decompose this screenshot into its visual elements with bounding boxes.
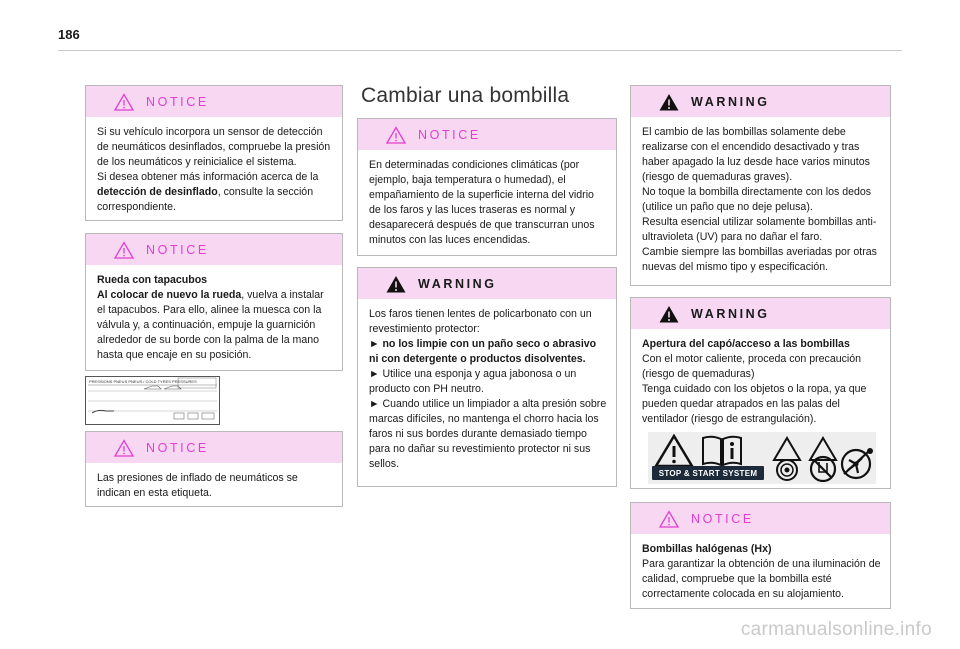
notice-box-halogen	[630, 502, 891, 609]
warning-outline-icon	[114, 93, 134, 111]
page-number: 186	[58, 27, 80, 42]
notice-label: NOTICE	[691, 511, 754, 526]
notice-header	[86, 234, 342, 265]
warning-filled-icon	[659, 93, 679, 111]
tire-pressure-label-image	[85, 376, 220, 425]
notice-label: NOTICE	[146, 94, 209, 109]
notice-header	[86, 86, 342, 117]
warning-bullet-2: ► Utilice una esponja y agua jabonosa o un producto con PH neutro.	[369, 368, 577, 395]
tire-label-drawing	[86, 377, 219, 424]
notice-header	[631, 503, 890, 534]
warning-outline-icon	[114, 439, 134, 457]
warning-box-bulb-change	[630, 85, 891, 286]
warning-header	[358, 268, 616, 299]
warning-text-1: El cambio de las bombillas solamente debe realizarse con el encendido desactivado y tras haber apagado la luz desde hace varios minutos (riesgo de quemaduras graves).	[642, 126, 870, 183]
warning-filled-icon	[659, 305, 679, 323]
arrow-bullet-icon: ►	[369, 338, 380, 350]
watermark: carmanualsonline.info	[740, 619, 932, 640]
notice-text-2: Si desea obtener más información acerca de la detección de desinflado, consulte la sección correspondiente.	[97, 171, 319, 213]
notice-text: Las presiones de inflado de neumáticos se indican en esta etiqueta.	[97, 472, 298, 499]
notice-box-tire-pressure	[85, 431, 343, 507]
warning-text-2: No toque la bombilla directamente con los dedos (utilice un paño que no deje pelusa).	[642, 186, 872, 213]
section-title: Cambiar una bombilla	[361, 84, 570, 107]
warning-triangle-icon	[654, 434, 694, 468]
notice-title: Rueda con tapacubos	[97, 274, 208, 286]
warning-outline-icon	[386, 126, 406, 144]
warning-text-2: Tenga cuidado con los objetos o la ropa, ya que pueden quedar atrapados en las palas del ventilador (riesgo de estrangulación).	[642, 383, 867, 425]
tire-label-caption: PRESSIONS PNEUS PNEUS / COLD TYRES PRESSURES	[89, 379, 197, 384]
notice-text: Al colocar de nuevo la rueda, vuelva a instalar el tapacubos. Para ello, alinee la muesca con la válvula y, a continuación, empuje la guarnición alrededor de su borde con la palma de la mano hasta que encaje en su posición.	[97, 289, 324, 361]
notice-box-condensation	[357, 118, 617, 256]
stop-start-badge: STOP & START SYSTEM	[652, 466, 764, 480]
warning-header	[631, 298, 890, 329]
warning-outline-icon	[659, 510, 679, 528]
hot-engine-icon	[772, 436, 802, 482]
notice-text: Para garantizar la obtención de una iluminación de calidad, compruebe que la bombilla esté correctamente colocada en su alojamiento.	[642, 558, 881, 600]
warning-bullet-3: ► Cuando utilice un limpiador a alta presión sobre marcas difíciles, no mantenga el chorro hacia los faros ni sus bordes durante demasiado tiempo para no dañar su revestimiento protector ni sus sellos.	[369, 398, 607, 470]
warning-filled-icon	[386, 275, 406, 293]
notice-label: NOTICE	[146, 242, 209, 257]
notice-header	[86, 432, 342, 463]
warning-label: WARNING	[691, 306, 770, 321]
notice-box-wheel-cover	[85, 233, 343, 371]
safety-pictograms	[648, 432, 876, 484]
warning-header	[631, 86, 890, 117]
warning-label: WARNING	[418, 276, 497, 291]
warning-label: WARNING	[691, 94, 770, 109]
notice-header	[358, 119, 616, 150]
notice-title: Bombillas halógenas (Hx)	[642, 543, 772, 555]
arrow-bullet-icon: ►	[369, 398, 380, 410]
warning-bullet-1: ► no los limpie con un paño seco o abrasivo ni con detergente o productos disolventes.	[369, 338, 597, 365]
warning-text-3: Resulta esencial utilizar solamente bombillas anti-ultravioleta (UV) para no dañar el faro.	[642, 216, 877, 243]
warning-intro: Los faros tienen lentes de policarbonato con un revestimiento protector:	[369, 308, 592, 335]
notice-box-sensor	[85, 85, 343, 221]
warning-text-1: Con el motor caliente, proceda con precaución (riesgo de quemaduras)	[642, 353, 862, 380]
warning-title: Apertura del capó/acceso a las bombillas	[642, 338, 850, 350]
arrow-bullet-icon: ►	[369, 368, 380, 380]
warning-outline-icon	[114, 241, 134, 259]
no-hand-fan-icon	[806, 436, 840, 482]
manual-info-icon	[700, 434, 744, 468]
warning-text-4: Cambie siempre las bombillas averiadas por otras nuevas del mismo tipo y especificación.	[642, 246, 877, 273]
top-divider	[58, 50, 902, 51]
warning-box-headlamp-lenses	[357, 267, 617, 487]
fan-entanglement-icon	[840, 446, 874, 480]
notice-label: NOTICE	[146, 440, 209, 455]
notice-text: En determinadas condiciones climáticas (por ejemplo, baja temperatura o humedad), el empañamiento de la superficie interna del vidrio de los faros y las luces traseras es normal y desaparecerá después de que transcurran unos minutos con las luces encendidas.	[369, 159, 595, 246]
notice-label: NOTICE	[418, 127, 481, 142]
notice-text: Si su vehículo incorpora un sensor de detección de neumáticos desinflados, compruebe la presión de los neumáticos y reinicialice el sistema.	[97, 126, 331, 168]
